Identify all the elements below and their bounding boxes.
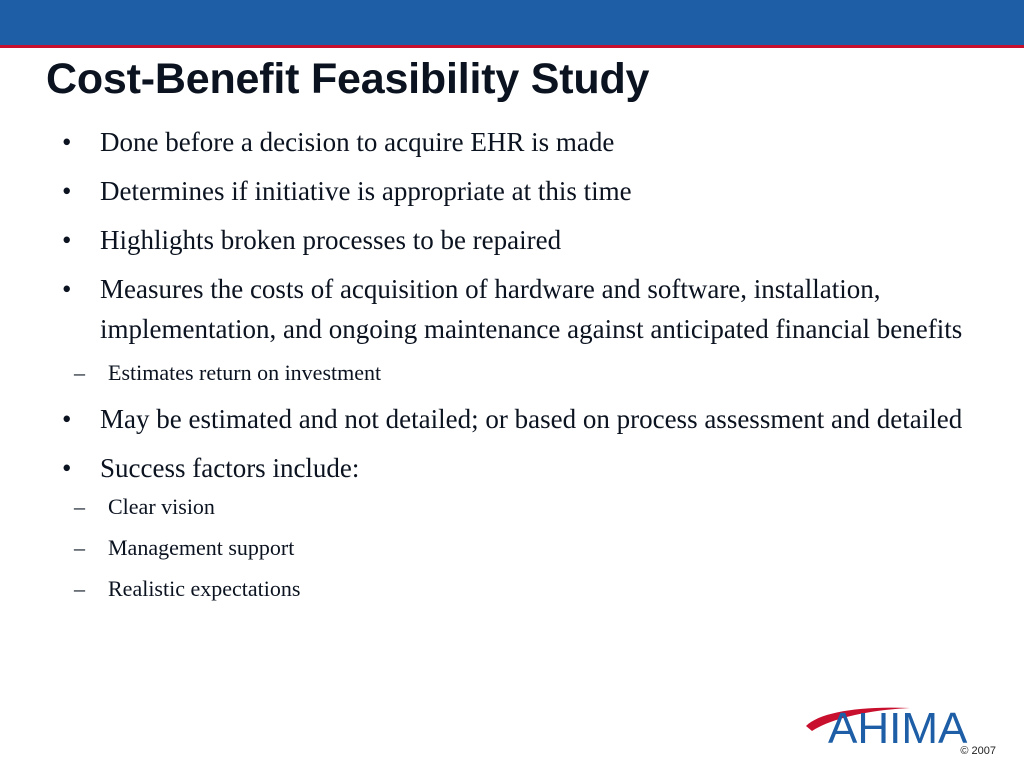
ahima-logo bbox=[800, 698, 1000, 748]
sub-bullet-item: – Management support bbox=[62, 533, 982, 563]
header-accent-line bbox=[0, 45, 1024, 48]
bullet-item: • Measures the costs of acquisition of hardware and software, installation, implementation, and ongoing maintenance against anticipated financial benefits bbox=[62, 269, 982, 349]
bullet-item: • May be estimated and not detailed; or based on process assessment and detailed bbox=[62, 399, 982, 439]
bullet-item: • Determines if initiative is appropriate at this time bbox=[62, 171, 982, 211]
bullet-item: • Done before a decision to acquire EHR is made bbox=[62, 122, 982, 162]
sub-bullet-item: – Clear vision bbox=[62, 492, 982, 522]
copyright-text: © 2007 bbox=[960, 745, 996, 757]
logo-text: AHIMA bbox=[828, 704, 968, 748]
sub-bullet-item: – Estimates return on investment bbox=[62, 358, 982, 388]
bullet-list bbox=[62, 122, 982, 615]
bullet-item: • Highlights broken processes to be repaired bbox=[62, 220, 982, 260]
sub-bullet-item: – Realistic expectations bbox=[62, 574, 982, 604]
slide-title: Cost-Benefit Feasibility Study bbox=[46, 55, 650, 103]
bullet-item: • Success factors include: bbox=[62, 448, 982, 488]
header-band bbox=[0, 0, 1024, 45]
